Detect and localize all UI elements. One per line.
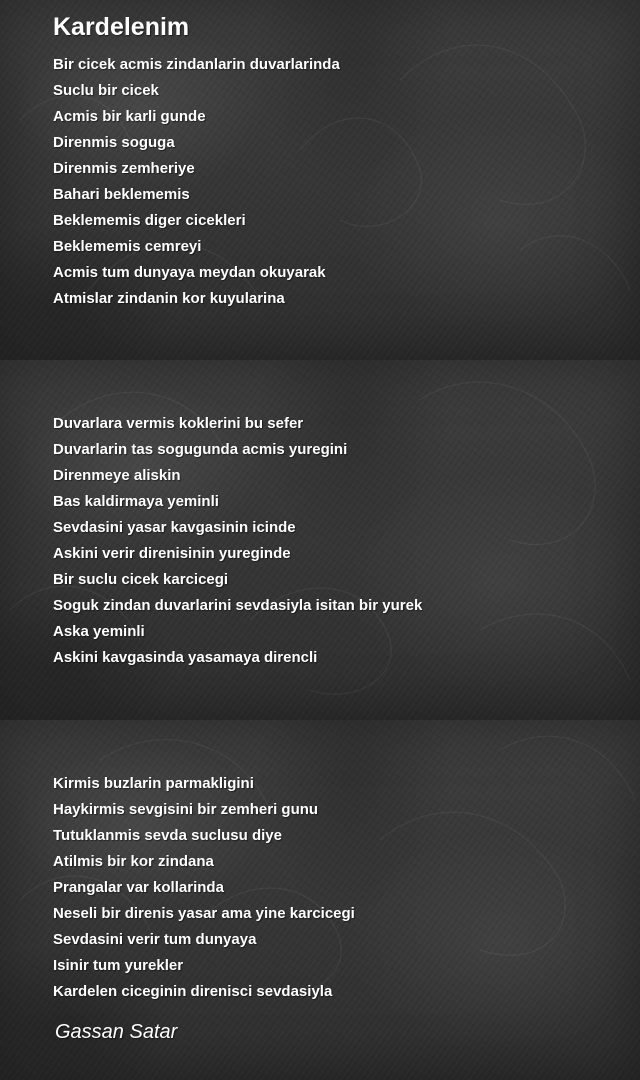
poem-line: Beklememis cemreyi xyxy=(53,238,202,255)
poem-line: Acmis tum dunyaya meydan okuyarak xyxy=(53,264,326,281)
poem-line: Bir cicek acmis zindanlarin duvarlarinda xyxy=(53,56,340,73)
poem-line: Bas kaldirmaya yeminli xyxy=(53,493,219,510)
poem-line: Kardelen ciceginin direnisci sevdasiyla xyxy=(53,983,333,1000)
poem-line: Beklememis diger cicekleri xyxy=(53,212,246,229)
poem-line: Atmislar zindanin kor kuyularina xyxy=(53,290,285,307)
poem-line: Atilmis bir kor zindana xyxy=(53,853,214,870)
poem-line: Askini kavgasinda yasamaya direncli xyxy=(53,649,318,666)
poem-line: Sevdasini yasar kavgasinin icinde xyxy=(53,519,296,536)
poem-line: Duvarlarin tas sogugunda acmis yuregini xyxy=(53,441,348,458)
poem-line: Neseli bir direnis yasar ama yine karcicegi xyxy=(53,905,355,922)
poem-line: Askini verir direnisinin yureginde xyxy=(53,545,291,562)
poem-line: Acmis bir karli gunde xyxy=(53,108,206,125)
poem-line: Duvarlara vermis koklerini bu sefer xyxy=(53,415,304,432)
poem-line: Direnmis soguga xyxy=(53,134,175,151)
poem-line: Prangalar var kollarinda xyxy=(53,879,224,896)
poem-author: Gassan Satar xyxy=(55,1021,178,1043)
poem-line: Kirmis buzlarin parmakligini xyxy=(53,775,254,792)
stanza-1 xyxy=(53,52,340,312)
poem-line: Isinir tum yurekler xyxy=(53,957,184,974)
poem-line: Direnmis zemheriye xyxy=(53,160,195,177)
poem-line: Suclu bir cicek xyxy=(53,82,159,99)
poem-line: Soguk zindan duvarlarini sevdasiyla isitan bir yurek xyxy=(53,597,423,614)
stanza-3 xyxy=(53,771,355,1005)
poem-line: Haykirmis sevgisini bir zemheri gunu xyxy=(53,801,319,818)
poem-line: Bir suclu cicek karcicegi xyxy=(53,571,229,588)
poem-line: Aska yeminli xyxy=(53,623,145,640)
poem-line: Direnmeye aliskin xyxy=(53,467,181,484)
poem-line: Tutuklanmis sevda suclusu diye xyxy=(53,827,282,844)
poem-line: Sevdasini verir tum dunyaya xyxy=(53,931,257,948)
poem-title: Kardelenim xyxy=(53,13,190,41)
poem-line: Bahari beklememis xyxy=(53,186,190,203)
stanza-2 xyxy=(53,411,422,671)
